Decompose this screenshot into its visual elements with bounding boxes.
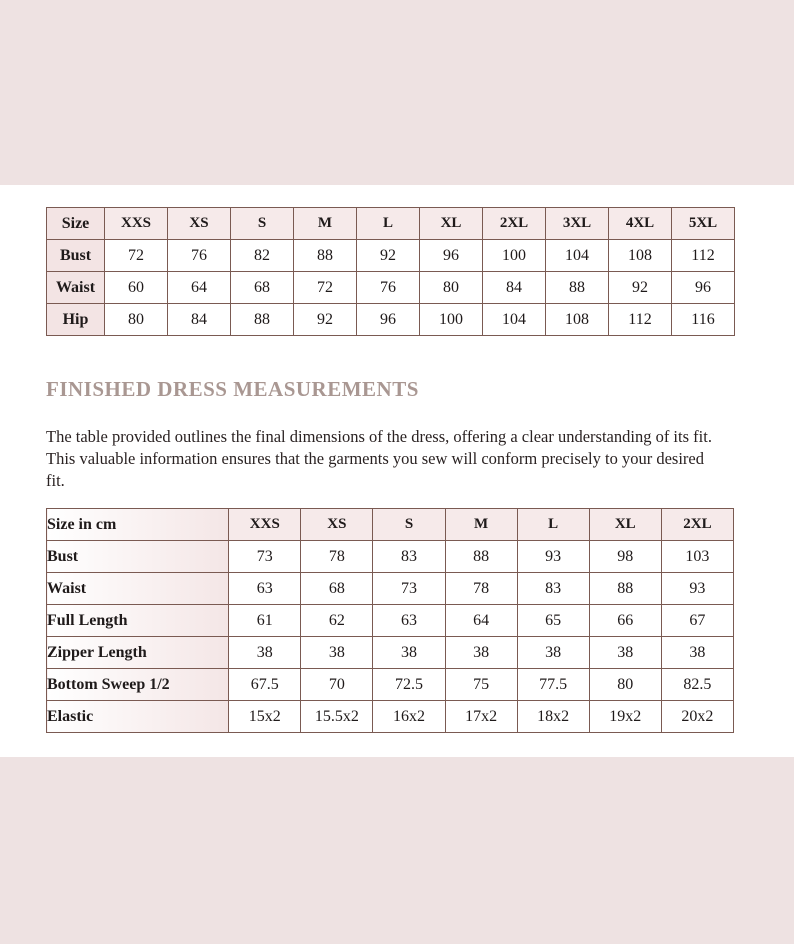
row-label: Hip: [47, 304, 105, 336]
column-header: 3XL: [546, 208, 609, 240]
table-header-row: [47, 509, 734, 541]
table-cell: 82: [231, 240, 294, 272]
table-cell: 112: [672, 240, 735, 272]
column-header: L: [357, 208, 420, 240]
table-cell: 104: [483, 304, 546, 336]
table-cell: 103: [661, 541, 733, 573]
row-label: Waist: [47, 573, 229, 605]
table-cell: 88: [546, 272, 609, 304]
table-cell: 78: [301, 541, 373, 573]
table-cell: 64: [445, 605, 517, 637]
row-label: Bust: [47, 541, 229, 573]
table-cell: 104: [546, 240, 609, 272]
table-cell: 72: [294, 272, 357, 304]
column-header: XL: [420, 208, 483, 240]
table-cell: 82.5: [661, 669, 733, 701]
table-cell: 65: [517, 605, 589, 637]
table-cell: 92: [609, 272, 672, 304]
table-cell: 108: [609, 240, 672, 272]
column-header: M: [445, 509, 517, 541]
table-cell: 38: [589, 637, 661, 669]
table-cell: 62: [301, 605, 373, 637]
table-cell: 63: [373, 605, 445, 637]
table-cell: 93: [661, 573, 733, 605]
table-cell: 96: [672, 272, 735, 304]
column-header: M: [294, 208, 357, 240]
table-cell: 92: [294, 304, 357, 336]
table-cell: 72.5: [373, 669, 445, 701]
table-cell: 70: [301, 669, 373, 701]
table-cell: 88: [231, 304, 294, 336]
table-cell: 84: [168, 304, 231, 336]
table-cell: 100: [420, 304, 483, 336]
table-cell: 61: [229, 605, 301, 637]
column-header: 2XL: [661, 509, 733, 541]
table-row: [47, 272, 735, 304]
table-row: [47, 573, 734, 605]
table-cell: 78: [445, 573, 517, 605]
table-cell: 116: [672, 304, 735, 336]
table-cell: 38: [661, 637, 733, 669]
table-cell: 88: [294, 240, 357, 272]
row-label: Bottom Sweep 1/2: [47, 669, 229, 701]
table-cell: 38: [373, 637, 445, 669]
table-row: [47, 605, 734, 637]
table-cell: 38: [301, 637, 373, 669]
table-cell: 73: [373, 573, 445, 605]
table-cell: 19x2: [589, 701, 661, 733]
finished-measurements-table: [46, 508, 734, 733]
column-header: XS: [301, 509, 373, 541]
row-label: Elastic: [47, 701, 229, 733]
table-cell: 16x2: [373, 701, 445, 733]
table-cell: 15x2: [229, 701, 301, 733]
table-cell: 92: [357, 240, 420, 272]
table-row: [47, 701, 734, 733]
column-header: L: [517, 509, 589, 541]
table-cell: 20x2: [661, 701, 733, 733]
table-row: [47, 541, 734, 573]
table-cell: 63: [229, 573, 301, 605]
table-cell: 76: [168, 240, 231, 272]
table-cell: 84: [483, 272, 546, 304]
table-cell: 38: [445, 637, 517, 669]
table-cell: 83: [373, 541, 445, 573]
table-cell: 68: [301, 573, 373, 605]
column-header: XS: [168, 208, 231, 240]
table-cell: 96: [357, 304, 420, 336]
table-cell: 80: [420, 272, 483, 304]
table-cell: 72: [105, 240, 168, 272]
document-page: [0, 185, 794, 757]
column-header: S: [373, 509, 445, 541]
table-cell: 15.5x2: [301, 701, 373, 733]
table-cell: 68: [231, 272, 294, 304]
table-cell: 100: [483, 240, 546, 272]
row-label: Zipper Length: [47, 637, 229, 669]
table-cell: 93: [517, 541, 589, 573]
table-cell: 38: [229, 637, 301, 669]
table-header-row: [47, 208, 735, 240]
row-label: Waist: [47, 272, 105, 304]
column-header: 5XL: [672, 208, 735, 240]
table-cell: 60: [105, 272, 168, 304]
table-row: [47, 669, 734, 701]
section-title: FINISHED DRESS MEASUREMENTS: [46, 377, 419, 401]
column-header: XXS: [229, 509, 301, 541]
row-label: Full Length: [47, 605, 229, 637]
table-cell: 96: [420, 240, 483, 272]
table-cell: 67.5: [229, 669, 301, 701]
table-row: [47, 637, 734, 669]
table-cell: 80: [105, 304, 168, 336]
table-cell: 17x2: [445, 701, 517, 733]
table-cell: 67: [661, 605, 733, 637]
table-cell: 77.5: [517, 669, 589, 701]
column-header: S: [231, 208, 294, 240]
intro-paragraph: The table provided outlines the final dimensions of the dress, offering a clear understanding of its fit. This valuable information ensures that the garments you sew will conform precisely to your desired fit.: [46, 427, 712, 490]
table-cell: 83: [517, 573, 589, 605]
table-cell: 112: [609, 304, 672, 336]
column-header: 2XL: [483, 208, 546, 240]
table-cell: 73: [229, 541, 301, 573]
column-header: Size in cm: [47, 509, 229, 541]
table-cell: 108: [546, 304, 609, 336]
table-cell: 75: [445, 669, 517, 701]
column-header: 4XL: [609, 208, 672, 240]
table-cell: 38: [517, 637, 589, 669]
column-header: Size: [47, 208, 105, 240]
table-cell: 80: [589, 669, 661, 701]
table-cell: 66: [589, 605, 661, 637]
table-cell: 98: [589, 541, 661, 573]
column-header: XL: [589, 509, 661, 541]
table-cell: 88: [589, 573, 661, 605]
row-label: Bust: [47, 240, 105, 272]
table-row: [47, 240, 735, 272]
table-cell: 76: [357, 272, 420, 304]
table-cell: 88: [445, 541, 517, 573]
table-cell: 64: [168, 272, 231, 304]
table-cell: 18x2: [517, 701, 589, 733]
table-row: [47, 304, 735, 336]
column-header: XXS: [105, 208, 168, 240]
body-size-table: [46, 207, 735, 336]
